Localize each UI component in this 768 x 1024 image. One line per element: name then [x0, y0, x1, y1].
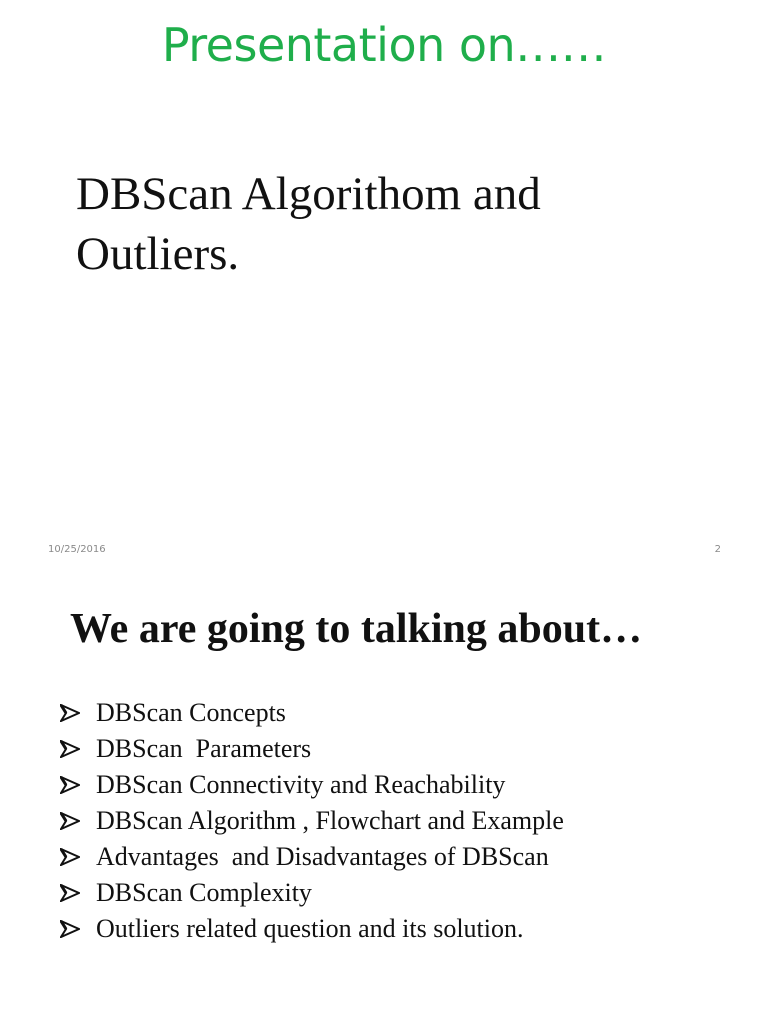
list-item [58, 695, 564, 731]
list-item-label: Outliers related question and its solution. [96, 914, 524, 943]
list-item-label: Advantages and Disadvantages of DBScan [96, 842, 549, 871]
list-item-label: DBScan Concepts [96, 698, 286, 727]
topic-line-2: Outliers. [76, 228, 240, 280]
list-item [58, 839, 564, 875]
footer-date: 10/25/2016 [48, 544, 106, 555]
footer-page-number: 2 [714, 544, 721, 555]
list-item-label: DBScan Complexity [96, 878, 312, 907]
list-item-label: DBScan Parameters [96, 734, 312, 763]
slide-agenda [0, 565, 768, 1024]
arrow-bullet-icon [58, 846, 96, 868]
arrow-bullet-icon [58, 810, 96, 832]
presentation-heading: Presentation on…… [161, 18, 607, 72]
list-item-label: DBScan Algorithm , Flowchart and Example [96, 806, 564, 835]
agenda-list [58, 695, 564, 947]
arrow-bullet-icon [58, 702, 96, 724]
agenda-heading: We are going to talking about… [70, 606, 643, 652]
list-item [58, 803, 564, 839]
arrow-bullet-icon [58, 918, 96, 940]
arrow-bullet-icon [58, 738, 96, 760]
list-item [58, 911, 564, 947]
topic-title [76, 164, 716, 284]
list-item [58, 875, 564, 911]
topic-line-1: DBScan Algorithom and [76, 168, 541, 220]
arrow-bullet-icon [58, 882, 96, 904]
list-item [58, 731, 564, 767]
arrow-bullet-icon [58, 774, 96, 796]
list-item [58, 767, 564, 803]
list-item-label: DBScan Connectivity and Reachability [96, 770, 506, 799]
